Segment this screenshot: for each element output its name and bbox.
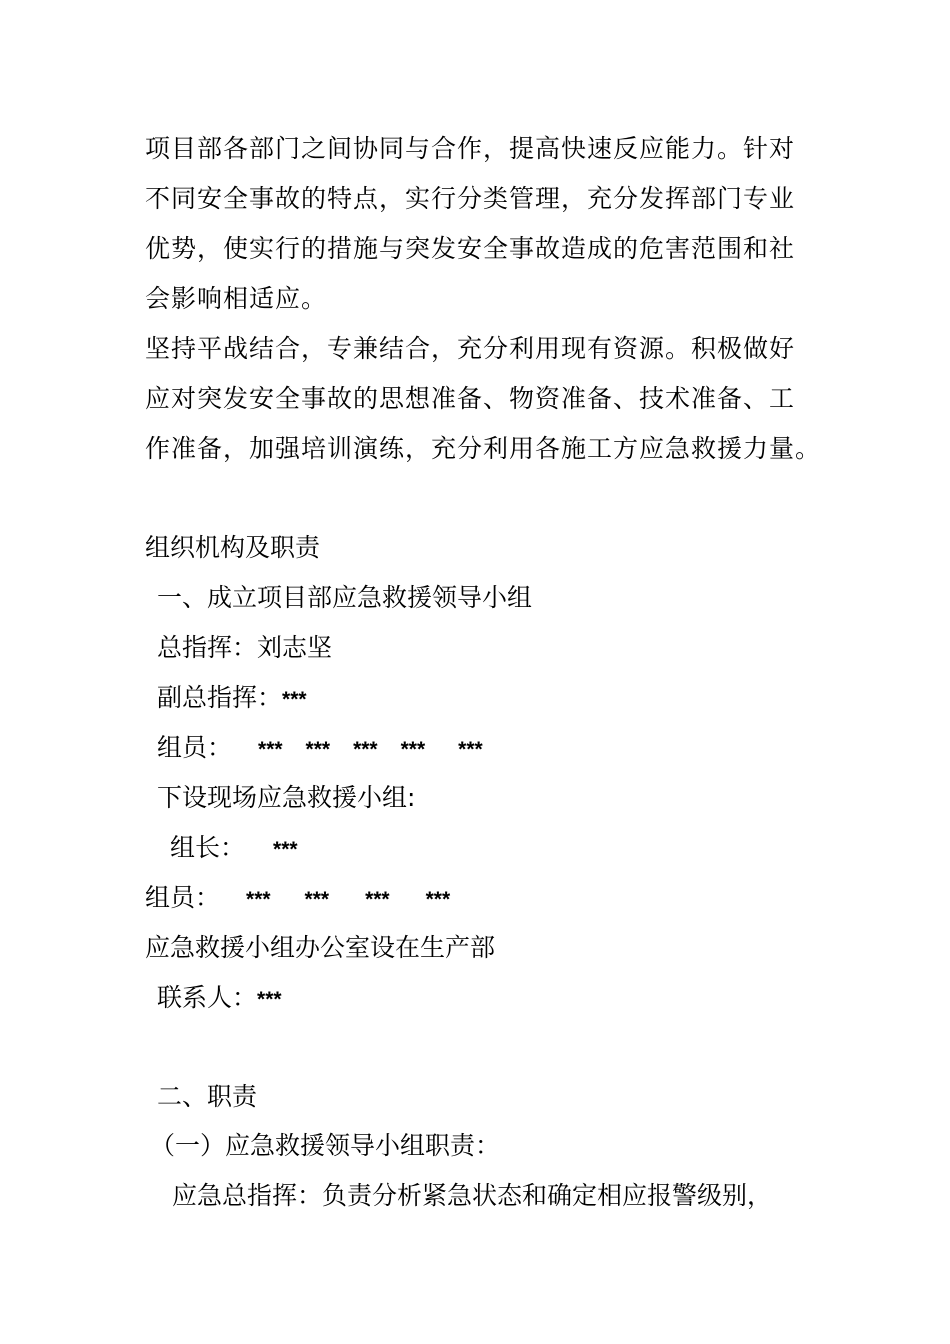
leader-value: *** xyxy=(273,838,298,861)
member-5: *** xyxy=(458,738,483,761)
deputy-commander-label: 副总指挥： xyxy=(157,683,283,712)
member-4: *** xyxy=(400,738,426,761)
section-heading-org: 组织机构及职责 xyxy=(145,533,321,562)
member-2: *** xyxy=(305,738,331,761)
contact-row xyxy=(157,973,282,1023)
sub-member-1: *** xyxy=(246,888,271,911)
paragraph-1-line-4: 会影响相适应。 xyxy=(145,284,328,313)
office-location-line: 应急救援小组办公室设在生产部 xyxy=(145,933,496,962)
subsection-leadership-duties: （一）应急救援领导小组职责： xyxy=(150,1131,501,1160)
sub-group-line: 下设现场应急救援小组: xyxy=(157,783,416,812)
sub-member-3: *** xyxy=(365,888,390,911)
contact-label: 联系人： xyxy=(157,983,258,1012)
members-row xyxy=(157,723,483,773)
leader-row xyxy=(170,823,298,873)
paragraph-1-line-2: 不同安全事故的特点，实行分类管理，充分发挥部门专业 xyxy=(145,184,796,213)
paragraph-1-line-3: 优势，使实行的措施与突发安全事故造成的危害范围和社 xyxy=(145,234,796,263)
chief-commander-row xyxy=(157,623,332,673)
member-1: *** xyxy=(258,738,283,761)
sub-members-row xyxy=(145,873,450,923)
members-label: 组员： xyxy=(157,733,233,762)
duties-line-1: 应急总指挥：负责分析紧急状态和确定相应报警级别， xyxy=(172,1181,773,1210)
section-heading-duties: 二、职责 xyxy=(157,1082,258,1111)
leader-label: 组长： xyxy=(170,833,246,862)
deputy-commander-value: *** xyxy=(282,688,307,711)
paragraph-2-line-3: 作准备，加强培训演练，充分利用各施工方应急救援力量。 xyxy=(145,434,822,463)
paragraph-2-line-1: 坚持平战结合，专兼结合，充分利用现有资源。积极做好 xyxy=(145,334,796,363)
chief-commander-label: 总指挥： xyxy=(157,633,258,662)
deputy-commander-row xyxy=(157,673,307,723)
member-3: *** xyxy=(353,738,378,761)
item-establish-group: 一、成立项目部应急救援领导小组 xyxy=(157,583,533,612)
sub-member-4: *** xyxy=(425,888,451,911)
paragraph-2-line-2: 应对突发安全事故的思想准备、物资准备、技术准备、工 xyxy=(145,384,796,413)
sub-member-2: *** xyxy=(304,888,330,911)
chief-commander-name: 刘志坚 xyxy=(257,633,333,662)
paragraph-1-line-1: 项目部各部门之间协同与合作，提高快速反应能力。针对 xyxy=(145,134,796,163)
contact-value: *** xyxy=(257,988,282,1011)
sub-members-label: 组员： xyxy=(145,883,221,912)
